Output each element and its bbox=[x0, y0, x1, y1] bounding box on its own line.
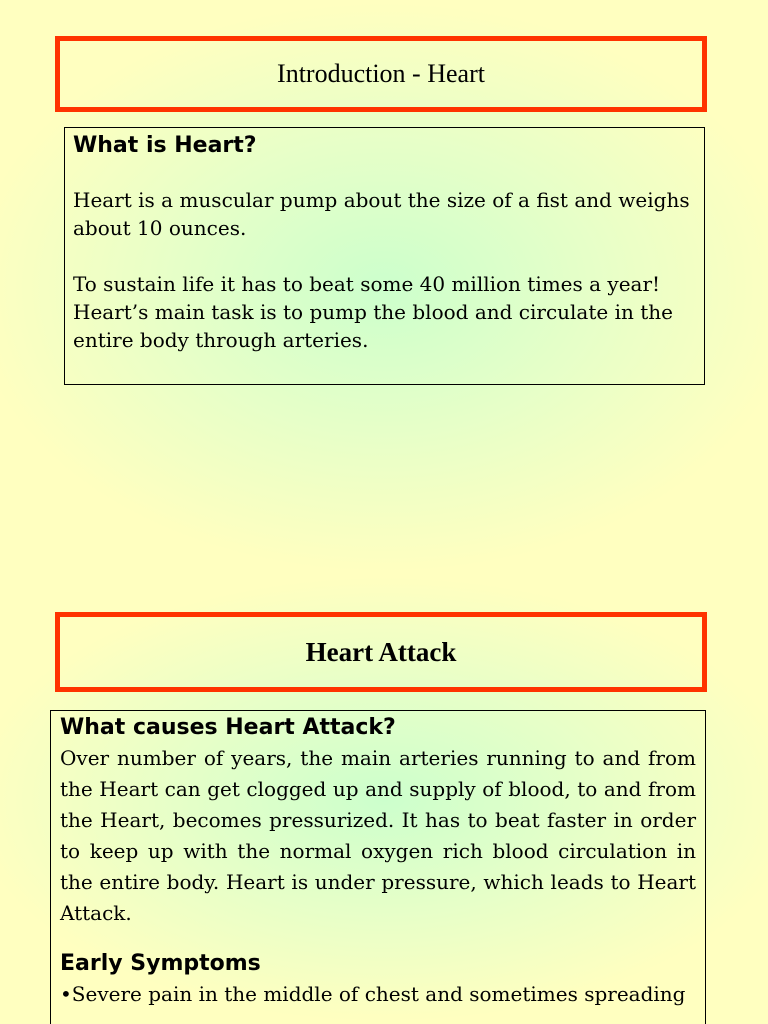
slide-title-box bbox=[55, 36, 707, 112]
bullet-item: •Severe pain in the middle of chest and sometimes spreading bbox=[60, 982, 686, 1006]
paragraph: To sustain life it has to beat some 40 million times a year! Heart’s main task is to pump the blood and circulate in the entire body through arteries. bbox=[73, 272, 673, 352]
section-heading: What is Heart? bbox=[73, 133, 257, 158]
section-heading-symptoms: Early Symptoms bbox=[60, 951, 261, 976]
paragraph: Over number of years, the main arteries running to and from the Heart can get clogged up and supply of blood, to and from the Heart, becomes pressurized. It has to beat faster in order to keep up with the normal oxygen rich blood circulation in the entire body. Heart is under pressure, which leads to Heart Attack. bbox=[60, 746, 696, 925]
slide-title-box bbox=[55, 612, 707, 692]
content-box bbox=[50, 710, 706, 1024]
section-heading-causes: What causes Heart Attack? bbox=[60, 715, 396, 740]
content-box bbox=[64, 127, 705, 385]
slide-title: Introduction - Heart bbox=[277, 59, 485, 88]
slide-title: Heart Attack bbox=[305, 636, 457, 667]
paragraph: Heart is a muscular pump about the size of a fist and weighs about 10 ounces. bbox=[73, 188, 690, 240]
slide-heart-attack bbox=[0, 575, 768, 1024]
